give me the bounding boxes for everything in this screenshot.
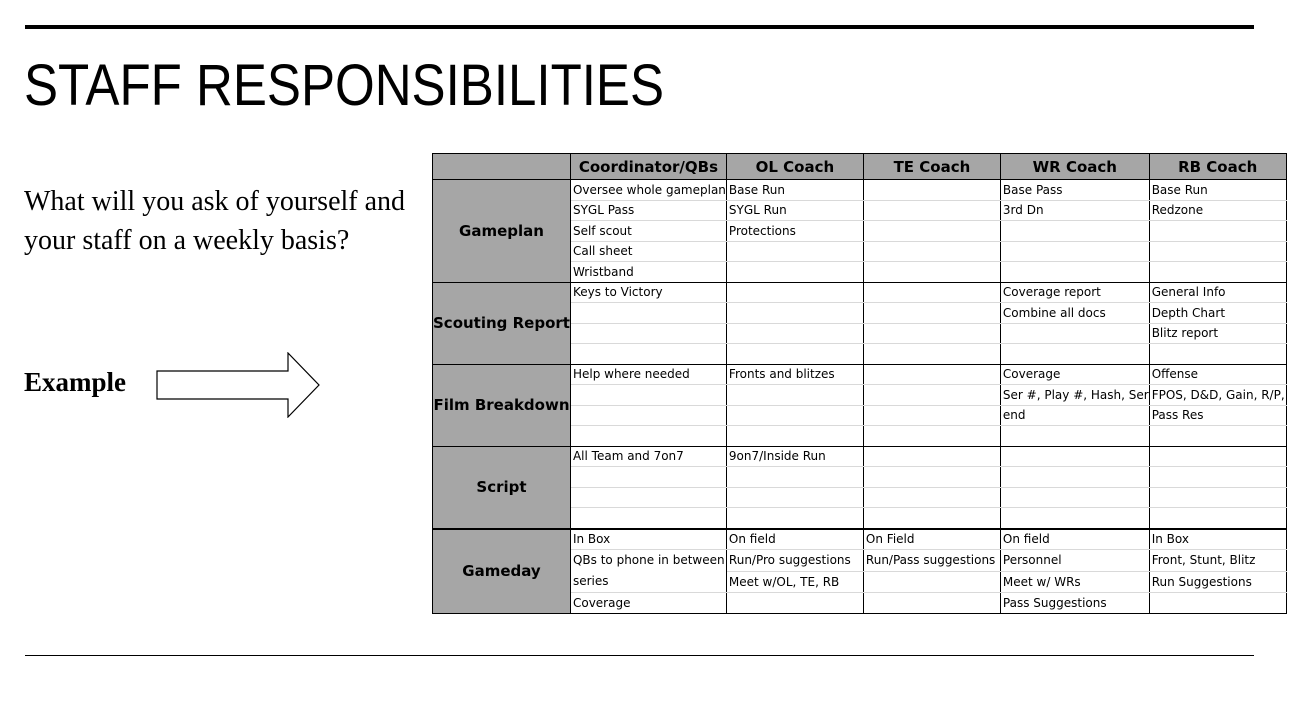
table-row [433, 529, 1287, 550]
top-rule [25, 25, 1254, 29]
cell-script-ol-coach [726, 508, 863, 529]
cell-scouting-report-ol-coach [726, 303, 863, 324]
cell-gameday-coordinator-qbs: QBs to phone in between series [570, 550, 726, 593]
bottom-rule [25, 655, 1254, 656]
cell-film-breakdown-rb-coach: Pass Res [1149, 405, 1286, 426]
section-label-scouting-report: Scouting Report [433, 282, 571, 364]
cell-script-rb-coach [1149, 508, 1286, 529]
cell-film-breakdown-te-coach [863, 426, 1000, 447]
cell-script-te-coach [863, 446, 1000, 467]
cell-gameplan-te-coach [863, 180, 1000, 201]
cell-gameday-rb-coach: Run Suggestions [1149, 571, 1286, 593]
cell-gameplan-ol-coach: SYGL Run [726, 200, 863, 221]
cell-gameday-te-coach [863, 571, 1000, 593]
cell-scouting-report-coordinator-qbs: Keys to Victory [570, 282, 726, 303]
cell-film-breakdown-te-coach [863, 405, 1000, 426]
table-row [433, 180, 1287, 201]
cell-film-breakdown-wr-coach: end [1000, 405, 1149, 426]
cell-script-ol-coach [726, 487, 863, 508]
cell-gameday-coordinator-qbs: In Box [570, 529, 726, 550]
cell-script-wr-coach [1000, 467, 1149, 488]
cell-scouting-report-ol-coach [726, 344, 863, 365]
cell-scouting-report-te-coach [863, 323, 1000, 344]
cell-gameplan-ol-coach [726, 241, 863, 262]
cell-gameplan-te-coach [863, 241, 1000, 262]
cell-gameday-te-coach [863, 593, 1000, 614]
cell-script-te-coach [863, 467, 1000, 488]
cell-film-breakdown-rb-coach [1149, 426, 1286, 447]
cell-scouting-report-wr-coach: Combine all docs [1000, 303, 1149, 324]
cell-scouting-report-rb-coach [1149, 344, 1286, 365]
cell-gameplan-rb-coach [1149, 262, 1286, 283]
section-label-script: Script [433, 446, 571, 529]
cell-gameplan-rb-coach [1149, 241, 1286, 262]
cell-scouting-report-te-coach [863, 344, 1000, 365]
table-row [433, 282, 1287, 303]
cell-scouting-report-ol-coach [726, 323, 863, 344]
cell-film-breakdown-coordinator-qbs: Help where needed [570, 364, 726, 385]
cell-gameday-wr-coach: Pass Suggestions [1000, 593, 1149, 614]
cell-film-breakdown-coordinator-qbs [570, 426, 726, 447]
cell-script-ol-coach: 9on7/Inside Run [726, 446, 863, 467]
cell-film-breakdown-rb-coach: Offense [1149, 364, 1286, 385]
cell-gameday-te-coach: Run/Pass suggestions [863, 550, 1000, 572]
cell-gameplan-ol-coach: Protections [726, 221, 863, 242]
cell-film-breakdown-ol-coach [726, 426, 863, 447]
table-row [433, 364, 1287, 385]
cell-gameplan-ol-coach: Base Run [726, 180, 863, 201]
right-arrow-icon [156, 352, 322, 418]
cell-gameday-ol-coach [726, 593, 863, 614]
cell-gameplan-coordinator-qbs: Wristband [570, 262, 726, 283]
cell-scouting-report-wr-coach: Coverage report [1000, 282, 1149, 303]
cell-script-ol-coach [726, 467, 863, 488]
cell-script-rb-coach [1149, 487, 1286, 508]
cell-scouting-report-coordinator-qbs [570, 344, 726, 365]
slide-title: STAFF RESPONSIBILITIES [24, 53, 665, 118]
cell-gameplan-coordinator-qbs: Call sheet [570, 241, 726, 262]
cell-gameday-rb-coach: Front, Stunt, Blitz [1149, 550, 1286, 572]
cell-gameday-wr-coach: Personnel [1000, 550, 1149, 572]
example-label: Example [24, 367, 127, 397]
cell-script-coordinator-qbs [570, 467, 726, 488]
cell-script-wr-coach [1000, 487, 1149, 508]
header-te-coach: TE Coach [863, 154, 1000, 180]
cell-gameplan-wr-coach: 3rd Dn [1000, 200, 1149, 221]
header-ol-coach: OL Coach [726, 154, 863, 180]
cell-script-te-coach [863, 487, 1000, 508]
cell-script-te-coach [863, 508, 1000, 529]
cell-film-breakdown-ol-coach: Fronts and blitzes [726, 364, 863, 385]
cell-script-coordinator-qbs: All Team and 7on7 [570, 446, 726, 467]
cell-gameplan-te-coach [863, 221, 1000, 242]
cell-script-rb-coach [1149, 467, 1286, 488]
cell-scouting-report-rb-coach: General Info [1149, 282, 1286, 303]
cell-film-breakdown-ol-coach [726, 405, 863, 426]
header-wr-coach: WR Coach [1000, 154, 1149, 180]
cell-gameday-wr-coach: On field [1000, 529, 1149, 550]
cell-scouting-report-ol-coach [726, 282, 863, 303]
staff-responsibilities-table [432, 153, 1287, 614]
cell-gameday-ol-coach: Meet w/OL, TE, RB [726, 571, 863, 593]
cell-gameplan-wr-coach [1000, 221, 1149, 242]
cell-scouting-report-rb-coach: Depth Chart [1149, 303, 1286, 324]
cell-film-breakdown-coordinator-qbs [570, 405, 726, 426]
cell-gameday-coordinator-qbs: Coverage [570, 593, 726, 614]
cell-gameday-te-coach: On Field [863, 529, 1000, 550]
cell-film-breakdown-wr-coach: Coverage [1000, 364, 1149, 385]
header-corner [433, 154, 571, 180]
cell-gameday-rb-coach: In Box [1149, 529, 1286, 550]
cell-scouting-report-coordinator-qbs [570, 303, 726, 324]
cell-gameplan-te-coach [863, 262, 1000, 283]
cell-script-coordinator-qbs [570, 508, 726, 529]
header-coordinator-qbs: Coordinator/QBs [570, 154, 726, 180]
cell-gameplan-coordinator-qbs: Self scout [570, 221, 726, 242]
cell-script-coordinator-qbs [570, 487, 726, 508]
cell-gameday-rb-coach [1149, 593, 1286, 614]
cell-script-wr-coach [1000, 508, 1149, 529]
cell-film-breakdown-te-coach [863, 385, 1000, 406]
cell-gameday-ol-coach: On field [726, 529, 863, 550]
cell-gameplan-coordinator-qbs: Oversee whole gameplan [570, 180, 726, 201]
header-rb-coach: RB Coach [1149, 154, 1286, 180]
cell-gameday-ol-coach: Run/Pro suggestions [726, 550, 863, 572]
cell-gameplan-te-coach [863, 200, 1000, 221]
cell-scouting-report-rb-coach: Blitz report [1149, 323, 1286, 344]
cell-scouting-report-wr-coach [1000, 344, 1149, 365]
section-label-gameplan: Gameplan [433, 180, 571, 283]
section-label-film-breakdown: Film Breakdown [433, 364, 571, 446]
cell-gameplan-coordinator-qbs: SYGL Pass [570, 200, 726, 221]
cell-gameplan-rb-coach [1149, 221, 1286, 242]
cell-film-breakdown-coordinator-qbs [570, 385, 726, 406]
cell-scouting-report-wr-coach [1000, 323, 1149, 344]
table-header-row [433, 154, 1287, 180]
cell-gameplan-rb-coach: Redzone [1149, 200, 1286, 221]
cell-scouting-report-te-coach [863, 282, 1000, 303]
cell-film-breakdown-te-coach [863, 364, 1000, 385]
cell-film-breakdown-wr-coach: Ser #, Play #, Hash, Ser [1000, 385, 1149, 406]
section-label-gameday: Gameday [433, 529, 571, 614]
cell-gameplan-ol-coach [726, 262, 863, 283]
cell-scouting-report-te-coach [863, 303, 1000, 324]
cell-film-breakdown-ol-coach [726, 385, 863, 406]
cell-gameday-wr-coach: Meet w/ WRs [1000, 571, 1149, 593]
cell-gameplan-wr-coach [1000, 262, 1149, 283]
cell-script-rb-coach [1149, 446, 1286, 467]
slide-question: What will you ask of yourself and your staff on a weekly basis? [24, 186, 406, 256]
cell-gameplan-wr-coach: Base Pass [1000, 180, 1149, 201]
cell-gameplan-wr-coach [1000, 241, 1149, 262]
table-row [433, 446, 1287, 467]
cell-film-breakdown-wr-coach [1000, 426, 1149, 447]
cell-gameplan-rb-coach: Base Run [1149, 180, 1286, 201]
cell-script-wr-coach [1000, 446, 1149, 467]
cell-film-breakdown-rb-coach: FPOS, D&D, Gain, R/P, [1149, 385, 1286, 406]
cell-scouting-report-coordinator-qbs [570, 323, 726, 344]
